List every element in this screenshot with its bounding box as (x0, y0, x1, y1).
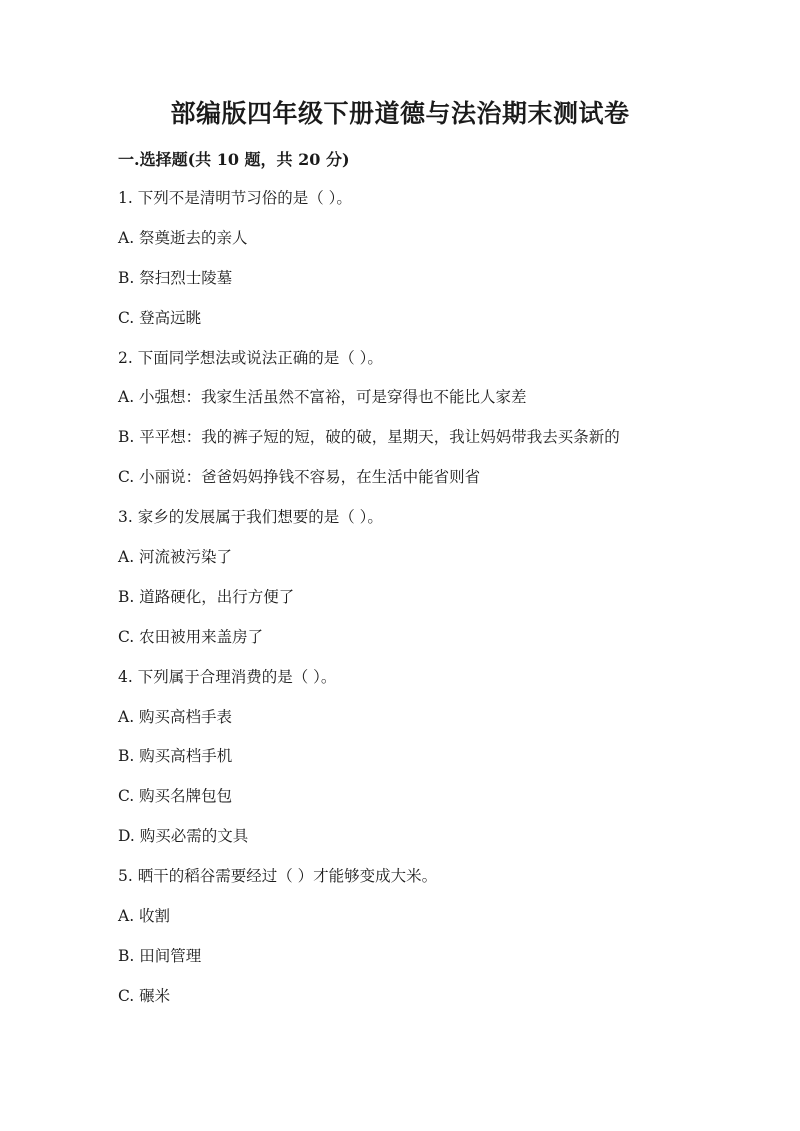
question-stem: 1. 下列不是清明节习俗的是（ ）。 (118, 189, 352, 207)
question-option: D. 购买必需的文具 (118, 827, 249, 846)
section-heading: 一.选择题(共 10 题，共 20 分) (118, 150, 350, 169)
question-option: A. 祭奠逝去的亲人 (118, 228, 248, 247)
question-option: C. 小丽说：爸爸妈妈挣钱不容易，在生活中能省则省 (118, 468, 481, 487)
question-option: C. 购买名牌包包 (118, 787, 233, 806)
question-option: C. 登高远眺 (118, 308, 202, 327)
question-stem: 5. 晒干的稻谷需要经过（ ）才能够变成大米。 (118, 867, 438, 886)
question-option: C. 农田被用来盖房了 (118, 627, 264, 646)
question-option: A. 小强想：我家生活虽然不富裕，可是穿得也不能比人家差 (118, 388, 527, 407)
question-option: A. 购买高档手表 (118, 707, 233, 726)
question-stem: 2. 下面同学想法或说法正确的是（ ）。 (118, 348, 383, 367)
question-list (118, 186, 738, 1024)
question-option: B. 田间管理 (118, 946, 202, 965)
page-title: 部编版四年级下册道德与法治期末测试卷 (170, 99, 630, 128)
question-option: B. 平平想：我的裤子短的短，破的破，星期天，我让妈妈带我去买条新的 (118, 428, 620, 447)
question-option: B. 祭扫烈士陵墓 (118, 268, 233, 287)
question-option: C. 碾米 (118, 986, 171, 1005)
question-stem: 3. 家乡的发展属于我们想要的是（ ）。 (118, 508, 383, 527)
question-option: B. 购买高档手机 (118, 747, 233, 766)
question-option: A. 收割 (118, 907, 171, 926)
question-stem: 4. 下列属于合理消费的是（ ）。 (118, 667, 337, 686)
question-option: A. 河流被污染了 (118, 548, 233, 567)
question-option: B. 道路硬化，出行方便了 (118, 587, 295, 606)
